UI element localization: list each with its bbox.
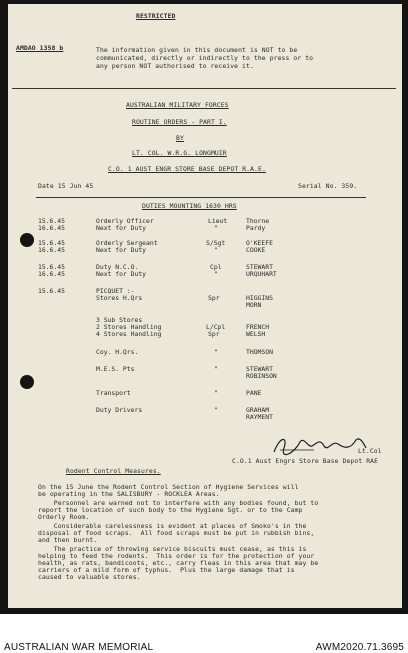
duty-date: 15.6.45 (38, 217, 65, 225)
duty-rank: " (214, 246, 218, 254)
body-line: disposal of food scraps. All food scraps must be put in rubbish bins, (38, 529, 315, 537)
duty-name: RAYMENT (246, 413, 273, 421)
body-line: On the 15 June the Rodent Control Section of Hygiene Services will (38, 483, 299, 491)
punch-hole-top (20, 233, 34, 247)
issuing-unit: C.O. 1 AUST ENGR STORE BASE DEPOT R.A.E. (108, 165, 266, 173)
duty-name: GRAHAM (246, 406, 270, 414)
body-line: The practice of throwing service biscuits must cease, as this is (38, 545, 307, 553)
duty-role: M.E.S. Pts (96, 365, 135, 373)
duty-name: FRENCH (246, 323, 270, 331)
duty-date: 16.6.45 (38, 270, 65, 278)
accession-number: AWM2020.71.3695 (315, 642, 404, 653)
duty-name: STEWART (246, 365, 273, 373)
duty-role: 4 Stores Handling (96, 330, 162, 338)
duty-role: Orderly Officer (96, 217, 154, 225)
duty-name: MORN (246, 301, 262, 309)
duty-role: Next for Duty (96, 270, 147, 278)
document-page (8, 4, 402, 608)
duty-name: STEWART (246, 263, 273, 271)
duty-role: Duty N.C.O. (96, 263, 139, 271)
body-line: carriers of a mild form of typhus. Plus the large damage that is (38, 566, 295, 574)
document-reference: AMDAO 1358 b (16, 44, 64, 52)
body-line: helping to feed the rodents. This order is for the protection of your (38, 552, 315, 560)
notice-line-3: any person NOT authorised to receive it. (96, 62, 254, 70)
punch-hole-bottom (20, 375, 34, 389)
duty-rank: " (214, 406, 218, 414)
duty-rank: Cpl (210, 263, 222, 271)
duty-name: PANE (246, 389, 262, 397)
signatory-rank: Lt.Col (358, 447, 382, 455)
duty-name: Thorne (246, 217, 270, 225)
body-line: Considerable carelessness is evident at places of Smoko's in the (38, 522, 307, 530)
duty-role: Duty Drivers (96, 406, 143, 414)
signatory-title: C.O.1 Aust Engrs Store Base Depot RAE (232, 457, 379, 465)
duty-role: 2 Stores Handling (96, 323, 162, 331)
body-line: and then burnt. (38, 536, 98, 544)
duty-role: Coy. H.Qrs. (96, 348, 139, 356)
duty-rank: " (214, 389, 218, 397)
body-line: Personnel are warned not to interfere with any bodies found, but to (38, 499, 319, 507)
divider-date (36, 197, 366, 198)
duty-name: COOKE (246, 246, 266, 254)
body-line: health, as rats, bandicoots, etc., carry fleas in this area that may be (38, 559, 319, 567)
body-line: caused to valuable stores. (38, 573, 141, 581)
duty-role: Transport (96, 389, 131, 397)
duty-date: 16.6.45 (38, 224, 65, 232)
duty-rank: " (214, 348, 218, 356)
duty-rank: " (214, 365, 218, 373)
duty-rank: Spr (208, 330, 220, 338)
order-date: Date 15 Jun 45 (38, 182, 94, 190)
duty-name: THOMSON (246, 348, 273, 356)
rodent-heading: Rodent Control Measures. (66, 467, 161, 475)
classification-label: RESTRICTED (136, 12, 176, 20)
duty-role: Next for Duty (96, 246, 147, 254)
duty-date: 15.6.45 (38, 239, 65, 247)
orders-title: ROUTINE ORDERS - PART I. (132, 118, 227, 126)
body-line: report the location of such body to the Hygiene Sgt. or to the Camp (38, 506, 303, 514)
duty-role: PICQUET :- (96, 287, 135, 295)
duty-role: Next for Duty (96, 224, 147, 232)
duty-rank: " (214, 270, 218, 278)
duty-role: Stores H.Qrs (96, 294, 143, 302)
duty-role: Orderly Sergeant (96, 239, 158, 247)
duty-name: O'KEEFE (246, 239, 273, 247)
duty-role: 3 Sub Stores (96, 316, 143, 324)
notice-line-2: communicated, directly or indirectly to the press or to (96, 54, 314, 62)
duty-rank: S/Sgt (206, 239, 226, 247)
body-line: Orderly Room. (38, 513, 90, 521)
duty-rank: Spr (208, 294, 220, 302)
duty-name: WELSH (246, 330, 266, 338)
duty-rank: L/Cpl (206, 323, 226, 331)
duty-rank: " (214, 224, 218, 232)
body-line: be operating in the SALISBURY - ROCKLEA Areas. (38, 490, 220, 498)
archive-name: AUSTRALIAN WAR MEMORIAL (4, 642, 154, 653)
notice-line-1: The information given in this document is NOT to be (96, 46, 298, 54)
duty-date: 15.6.45 (38, 287, 65, 295)
duty-name: Pardy (246, 224, 266, 232)
duty-date: 16.6.45 (38, 246, 65, 254)
duty-name: HIGGINS (246, 294, 273, 302)
organisation-title: AUSTRALIAN MILITARY FORCES (126, 101, 229, 109)
duty-name: ROBINSON (246, 372, 277, 380)
duty-rank: Lieut (208, 217, 228, 225)
divider-top (12, 88, 396, 89)
serial-number: Serial No. 359. (298, 182, 358, 190)
issuing-officer: LT. COL. W.R.G. LONGMUIR (132, 149, 227, 157)
section-heading: DUTIES MOUNTING 1630 HRS (142, 202, 237, 210)
handwritten-signature (270, 434, 370, 456)
duty-name: URQUHART (246, 270, 277, 278)
duty-date: 15.6.45 (38, 263, 65, 271)
by-label: BY (176, 134, 184, 142)
